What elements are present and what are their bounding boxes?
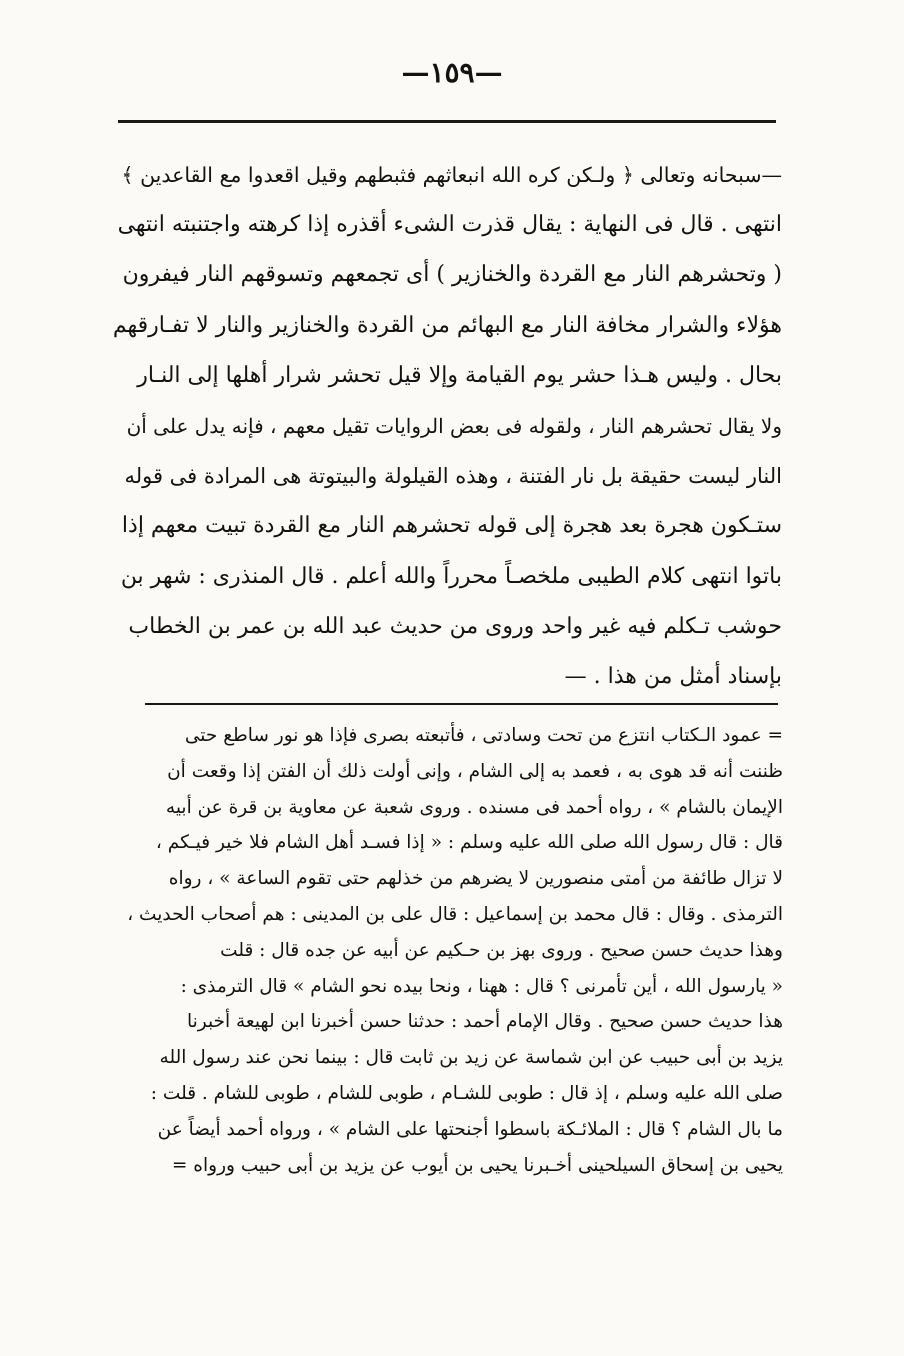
main-line: باتوا انتهى كلام الطيبى ملخصـاً محرراً والله أعلم . قال المنذرى : شهر بن [120, 563, 782, 589]
main-line: هؤلاء والشرار مخافة النار مع البهائم من القردة والخنازير والنار لا تفـارقهم [112, 312, 782, 338]
main-line: ستـكون هجرة بعد هجرة إلى قوله تحشرهم النار مع القردة تبيت معهم إذا [121, 513, 782, 539]
footnote-line: هذا حديث حسن صحيح . وقال الإمام أحمد : حدثنا حسن أخبرنا ابن لهيعة أخبرنا [186, 1011, 783, 1033]
main-line: ( وتحشرهم النار مع القردة والخنازير ) أى تجمعهم وتسوقهم النار فيفرون [122, 262, 782, 288]
footnote-text [118, 718, 783, 1183]
footnote-line: الإيمان بالشام » ، رواه أحمد فى مسنده . وروى شعبة عن معاوية بن قرة عن أبيه [165, 796, 783, 818]
main-line: حوشب تـكلم فيه غير واحد وروى من حديث عبد الله بن عمر بن الخطاب [128, 613, 782, 639]
main-line: انتهى . قال فى النهاية : يقال قذرت الشىء أقذره إذا كرهته واجتنبته انتهى [117, 212, 782, 238]
main-line: بإسناد أمثل من هذا . — [564, 663, 782, 689]
header-rule [118, 120, 776, 123]
footnote-line: يزيد بن أبى حبيب عن ابن شماسة عن زيد بن ثابت قال : بينما نحن عند رسول الله [159, 1047, 783, 1069]
footnote-line: صلى الله عليه وسلم ، إذ قال : طوبى للشـام ، طوبى للشام ، طوبى للشام . قلت : [150, 1082, 783, 1104]
footnote-line: لا تزال طائفة من أمتى منصورين لا يضرهم من خذلهم حتى تقوم الساعة » ، رواه [168, 868, 783, 890]
footnote-line: ما بال الشام ؟ قال : الملائـكة باسطوا أجنحتها على الشام » ، ورواه أحمد أيضاً عن [157, 1118, 783, 1140]
footnote-line: ظننت أنه قد هوى به ، فعمد به إلى الشام ، وإنى أولت ذلك أن الفتن إذا وقعت أن [167, 760, 783, 782]
main-line: ولا يقال تحشرهم النار ، ولقوله فى بعض الروايات تقيل معهم ، فإنه يدل على أن [126, 413, 782, 438]
footnote-line: يحيى بن إسحاق السيلحينى أخـبرنا يحيى بن أيوب عن يزيد بن أبى حبيب ورواه = [171, 1154, 783, 1176]
footnote-separator [145, 703, 778, 705]
footnote-line: « يارسول الله ، أين تأمرنى ؟ قال : ههنا ، ونحا بيده نحو الشام » قال الترمذى : [180, 975, 783, 997]
footnote-line: قال : قال رسول الله صلى الله عليه وسلم : « إذا فسـد أهل الشام فلا خير فيـكم ، [155, 832, 783, 854]
main-line: —سبحانه وتعالى ﴿ ولـكن كره الله انبعاثهم فثبطهم وقيل اقعدوا مع القاعدين ﴾ [121, 163, 782, 187]
main-text [112, 150, 782, 702]
footnote-line: = عمود الـكتاب انتزع من تحت وسادتى ، فأتبعته بصرى فإذا هو نور ساطع حتى [184, 725, 783, 746]
page-number: —١٥٩— [401, 56, 503, 89]
main-line: بحال . وليس هـذا حشر يوم القيامة وإلا قيل تحشر شرار أهلها إلى النـار [137, 362, 782, 388]
main-line: النار ليست حقيقة بل نار الفتنة ، وهذه القيلولة والبيتوتة هى المرادة فى قوله [124, 464, 782, 489]
footnote-line: الترمذى . وقال : قال محمد بن إسماعيل : قال على بن المدينى : هم أصحاب الحديث ، [127, 903, 783, 925]
footnote-line: وهذا حديث حسن صحيح . وروى بهز بن حـكيم عن أبيه عن جده قال : قلت [220, 939, 783, 961]
